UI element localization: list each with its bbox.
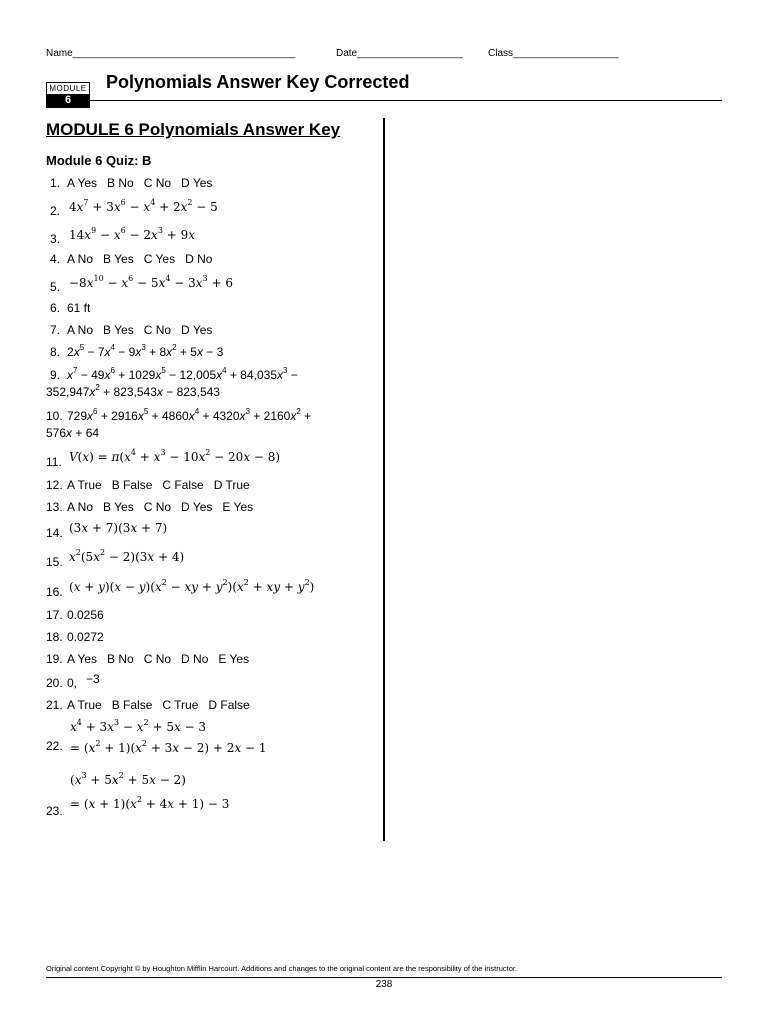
name-field-label: Name________________________________________ bbox=[46, 48, 296, 59]
quiz-title: Module 6 Quiz: B bbox=[46, 153, 152, 168]
page-number: 238 bbox=[375, 979, 393, 990]
class-field-label: Class___________________ bbox=[488, 48, 619, 59]
title-bar bbox=[46, 72, 722, 106]
date-field-label: Date___________________ bbox=[336, 48, 463, 59]
column-divider bbox=[383, 118, 385, 841]
footer-rule bbox=[46, 977, 722, 978]
module-badge-number: 6 bbox=[47, 94, 89, 107]
section-title: MODULE 6 Polynomials Answer Key bbox=[46, 120, 341, 139]
module-badge-word: MODULE bbox=[49, 84, 87, 93]
module-badge bbox=[46, 82, 90, 108]
page-title: Polynomials Answer Key Corrected bbox=[106, 72, 410, 92]
copyright-notice: Original content Copyright © by Houghton Mifflin Harcourt. Additions and changes to the original content are the responsibility of the instructor. bbox=[46, 964, 518, 973]
